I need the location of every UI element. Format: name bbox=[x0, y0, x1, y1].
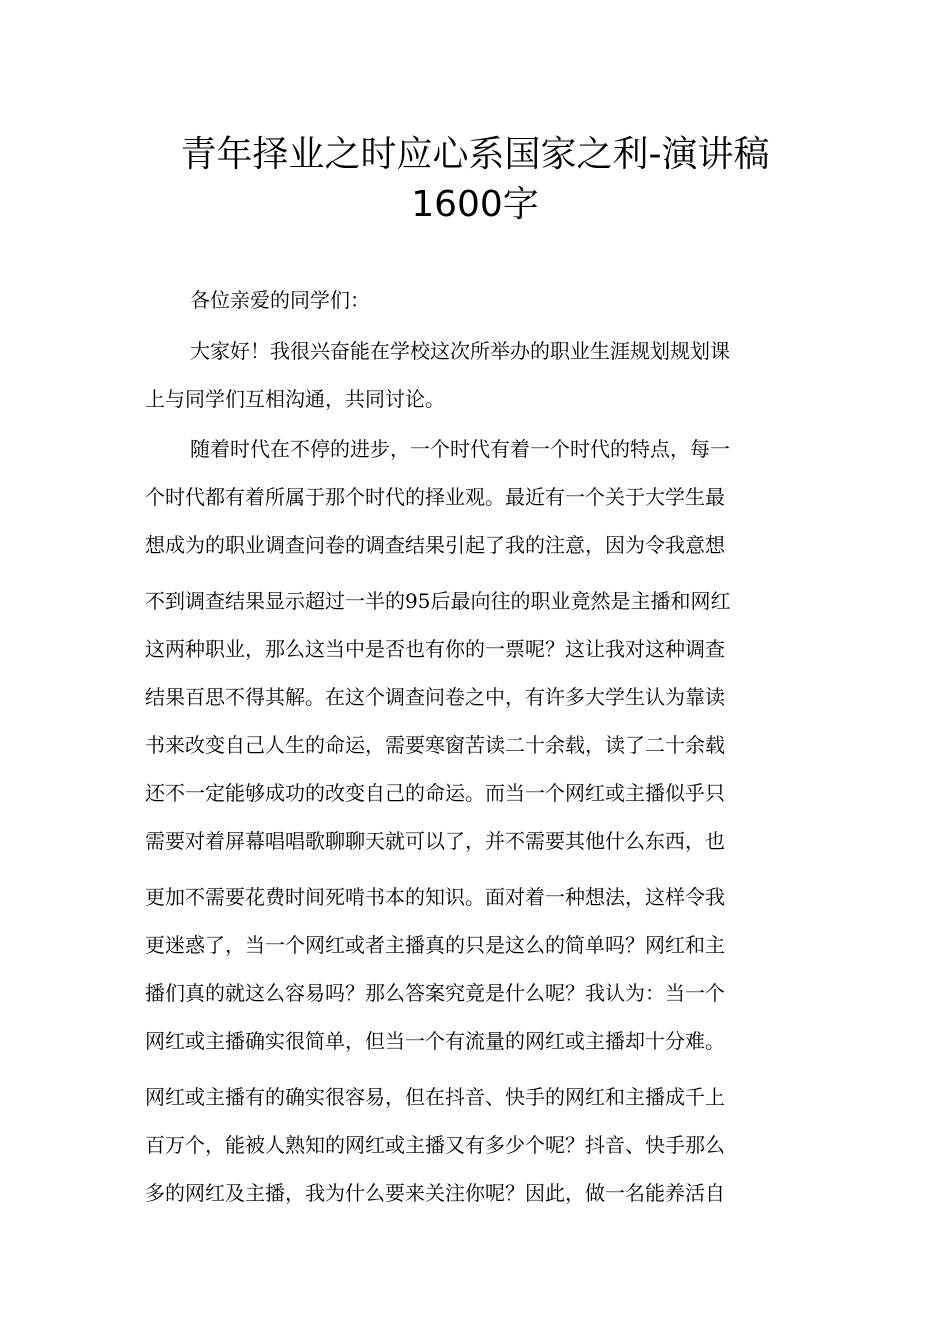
paragraph-2-line-11: 更迷惑了，当一个网红或者主播真的只是这么的简单吗？网红和主 bbox=[145, 933, 725, 957]
paragraph-2-line-13: 网红或主播确实很简单，但当一个有流量的网红或主播却十分难。 bbox=[145, 1029, 725, 1053]
paragraph-2-line-1: 随着时代在不停的进步，一个时代有着一个时代的特点，每一 bbox=[190, 437, 730, 461]
paragraph-2-line-14: 网红或主播有的确实很容易，但在抖音、快手的网红和主播成千上 bbox=[145, 1085, 725, 1109]
paragraph-2-line-9: 需要对着屏幕唱唱歌聊聊天就可以了，并不需要其他什么东西，也 bbox=[145, 829, 725, 853]
paragraph-2-line-2: 个时代都有着所属于那个时代的择业观。最近有一个关于大学生最 bbox=[145, 485, 725, 509]
paragraph-1-line-1: 大家好！我很兴奋能在学校这次所举办的职业生涯规划规划课 bbox=[190, 339, 730, 363]
paragraph-2-line-3: 想成为的职业调查问卷的调查结果引起了我的注意，因为令我意想 bbox=[145, 533, 725, 557]
paragraph-2-line-12: 播们真的就这么容易吗？那么答案究竟是什么呢？我认为：当一个 bbox=[145, 981, 725, 1005]
document-title-line-1: 青年择业之时应心系国家之利-演讲稿 bbox=[180, 134, 770, 175]
paragraph-2-line-8: 还不一定能够成功的改变自己的命运。而当一个网红或主播似乎只 bbox=[145, 781, 725, 805]
paragraph-1-line-2: 上与同学们互相沟通，共同讨论。 bbox=[145, 387, 445, 411]
paragraph-2-line-16: 多的网红及主播，我为什么要来关注你呢？因此，做一名能养活自 bbox=[145, 1181, 725, 1205]
paragraph-2-line-5: 这两种职业，那么这当中是否也有你的一票呢？这让我对这种调查 bbox=[145, 637, 725, 661]
paragraph-2-line-4: 不到调查结果显示超过一半的95后最向往的职业竟然是主播和网红 bbox=[145, 589, 731, 613]
paragraph-2-line-6: 结果百思不得其解。在这个调查问卷之中，有许多大学生认为靠读 bbox=[145, 685, 725, 709]
paragraph-2-line-15: 百万个，能被人熟知的网红或主播又有多少个呢？抖音、快手那么 bbox=[145, 1133, 725, 1157]
paragraph-2-line-10: 更加不需要花费时间死啃书本的知识。面对着一种想法，这样令我 bbox=[145, 885, 725, 909]
salutation-line: 各位亲爱的同学们： bbox=[190, 288, 370, 312]
document-title-line-2: 1600字 bbox=[411, 184, 539, 225]
paragraph-2-line-7: 书来改变自己人生的命运，需要寒窗苦读二十余载，读了二十余载 bbox=[145, 733, 725, 757]
